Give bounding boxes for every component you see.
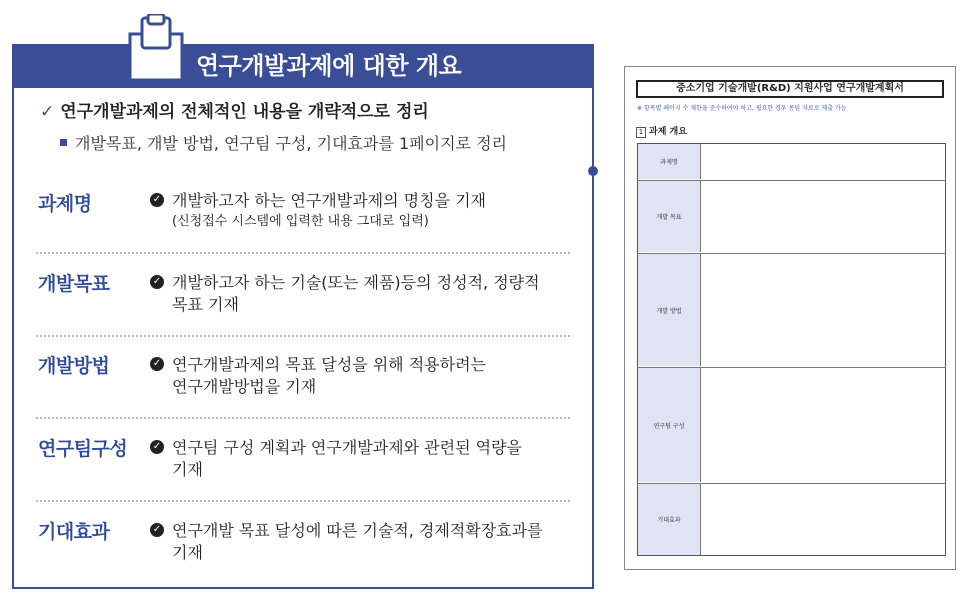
check-circle-icon: ✓	[150, 193, 164, 207]
row-divider	[36, 417, 570, 419]
check-circle-icon: ✓	[150, 275, 164, 289]
row-divider	[36, 335, 570, 337]
checkmark-icon: ✓	[40, 102, 55, 122]
check-circle-icon: ✓	[150, 523, 164, 537]
row-desc-task-name	[150, 190, 570, 232]
check-circle-icon: ✓	[150, 440, 164, 454]
form-field-dev-method: 개발 방법	[638, 254, 701, 366]
row-desc-line2: 기재	[172, 543, 203, 562]
row-desc-line1: 개발하고자 하는 기술(또는 제품)등의 정성적, 정량적	[172, 273, 540, 292]
card-side-line	[592, 170, 594, 589]
check-circle-icon: ✓	[150, 357, 164, 371]
row-desc-line1: 개발하고자 하는 연구개발과제의 명칭을 기재	[172, 191, 487, 210]
row-desc-line1: 연구팀 구성 계획과 연구개발과제와 관련된 역량을	[172, 438, 523, 457]
form-field-team: 연구팀 구성	[638, 368, 701, 482]
row-label-dev-goal: 개발목표	[38, 273, 110, 295]
section-title: 과제 개요	[649, 127, 687, 137]
row-label-effect: 기대효과	[38, 521, 110, 543]
overview-card	[12, 44, 594, 589]
row-desc-team	[150, 437, 570, 481]
row-desc-effect	[150, 520, 570, 564]
intro-main-text: 연구개발과제의 전체적인 내용을 개략적으로 정리	[60, 102, 429, 122]
row-label-dev-method: 개발방법	[38, 355, 110, 377]
row-desc-dev-goal	[150, 272, 570, 316]
form-field-effect: 기대효과	[638, 484, 701, 555]
row-divider	[36, 252, 570, 254]
row-desc-line2: 연구개발방법을 기재	[172, 377, 317, 396]
square-bullet-icon	[60, 139, 67, 146]
row-desc-line2: 목표 기재	[172, 295, 239, 314]
row-label-team: 연구팀구성	[38, 438, 128, 460]
row-desc-line2: (신청접수 시스템에 입력한 내용 그대로 입력)	[172, 214, 429, 229]
row-desc-line1: 연구개발과제의 목표 달성을 위해 적용하려는	[172, 355, 487, 374]
intro-sub	[60, 132, 507, 156]
row-desc-line1: 연구개발 목표 달성에 따른 기술적, 경제적확장효과를	[172, 521, 543, 540]
intro-sub-text: 개발목표, 개발 방법, 연구팀 구성, 기대효과를 1페이지로 정리	[75, 134, 507, 153]
clipboard-icon	[128, 14, 184, 82]
form-field-dev-goal: 개발 목표	[638, 181, 701, 252]
row-desc-dev-method	[150, 354, 570, 398]
card-side-dot	[588, 166, 598, 176]
row-label-task-name: 과제명	[38, 193, 92, 215]
form-title: 중소기업 기술개발(R&D) 지원사업 연구개발계획서	[636, 80, 944, 98]
row-divider	[36, 500, 570, 502]
section-number: 1	[636, 127, 646, 138]
form-note: ※ 항목별 페이지 수 제한을 준수하여야 하고, 필요한 경우 몽임 자료로 제출 가능	[637, 105, 847, 112]
row-desc-line2: 기재	[172, 460, 203, 479]
intro-main	[40, 100, 429, 124]
form-section-heading	[636, 124, 687, 138]
overview-title: 연구개발과제에 대한 개요	[196, 52, 462, 80]
form-field-task-name: 과제명	[638, 144, 701, 179]
